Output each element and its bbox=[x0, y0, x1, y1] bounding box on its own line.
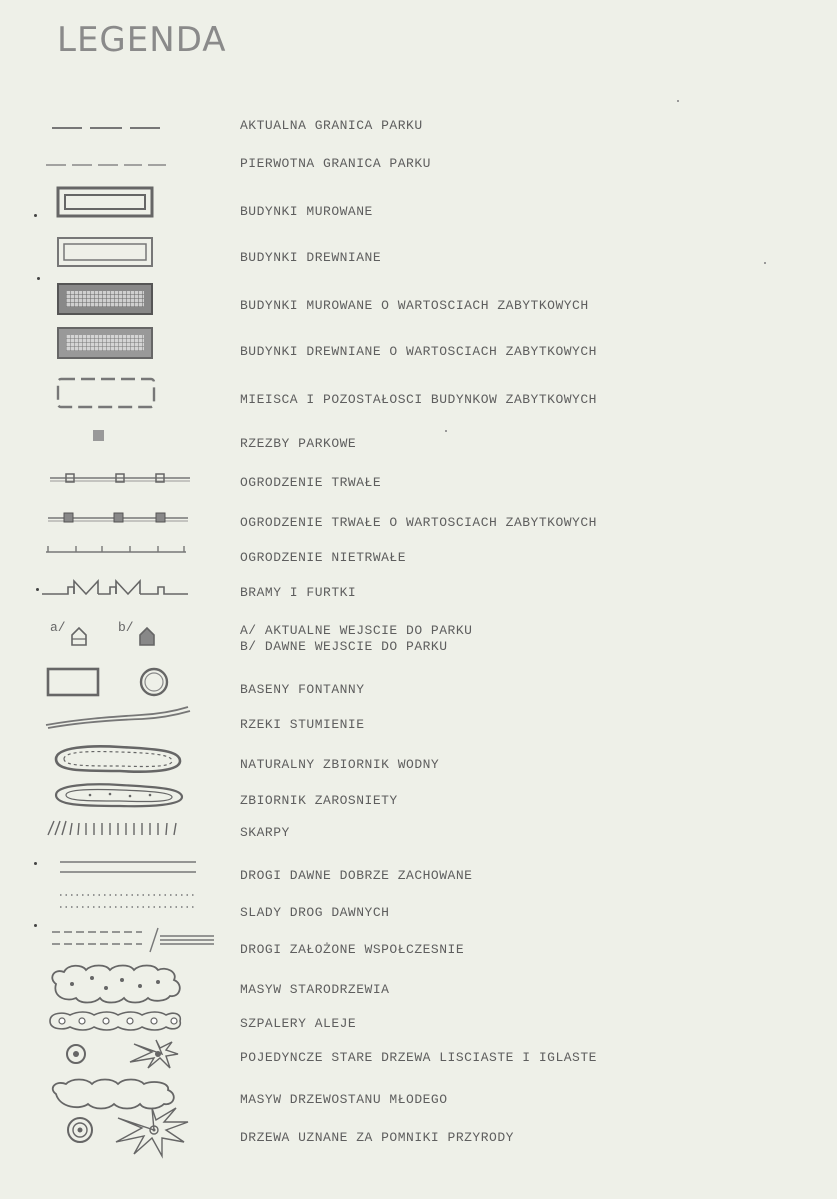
scan-mark bbox=[36, 588, 39, 591]
legend-label: SKARPY bbox=[240, 825, 290, 840]
entrance-mark-a: a/ bbox=[50, 620, 66, 635]
legend-label: ZBIORNIK ZAROSNIETY bbox=[240, 793, 398, 808]
modern-road-icon bbox=[30, 928, 230, 959]
fence-posts-icon bbox=[30, 471, 230, 490]
legend-label-line: B/ DAWNE WEJSCIE DO PARKU bbox=[240, 639, 448, 654]
legend-label: POJEDYNCZE STARE DRZEWA LISCIASTE I IGLASTE bbox=[240, 1050, 597, 1065]
entrance-icon bbox=[30, 619, 230, 654]
rectangle-icon bbox=[30, 236, 230, 275]
pool-fountain-icon bbox=[30, 666, 230, 705]
scan-mark bbox=[34, 924, 37, 927]
legend-label: OGRODZENIE NIETRWAŁE bbox=[240, 550, 407, 565]
legend-label: RZEZBY PARKOWE bbox=[240, 436, 357, 451]
entrance-mark-b: b/ bbox=[118, 620, 134, 635]
fine-dash-line-icon bbox=[30, 156, 230, 174]
legend-label: BASENY FONTANNY bbox=[240, 682, 365, 697]
legend-label: BUDYNKI MUROWANE bbox=[240, 204, 373, 219]
scan-mark bbox=[677, 100, 679, 102]
legend-label: DROGI ZAŁOŻONE WSPOŁCZESNIE bbox=[240, 942, 465, 957]
slope-hatch-icon bbox=[30, 819, 230, 844]
legend-label: DROGI DAWNE DOBRZE ZACHOWANE bbox=[240, 868, 473, 883]
solid-dash-line-icon bbox=[30, 120, 230, 138]
scan-mark bbox=[37, 277, 40, 280]
legend-label: OGRODZENIE TRWAŁE bbox=[240, 475, 382, 490]
tree-row-icon bbox=[30, 1008, 230, 1039]
legend-label: MASYW DRZEWOSTANU MŁODEGO bbox=[240, 1092, 448, 1107]
gate-icon bbox=[30, 573, 230, 606]
legend-label: BUDYNKI DREWNIANE O WARTOSCIACH ZABYTKOWYCH bbox=[240, 344, 597, 359]
legend-label bbox=[240, 623, 472, 655]
legend-label-line: A/ AKTUALNE WEJSCIE DO PARKU bbox=[240, 623, 473, 638]
hatched-rectangle-icon bbox=[30, 326, 230, 367]
natural-monument-icon bbox=[30, 1108, 230, 1163]
scan-mark bbox=[34, 862, 37, 865]
small-square-icon bbox=[30, 430, 230, 449]
legend-label: BUDYNKI DREWNIANE bbox=[240, 250, 382, 265]
single-trees-icon bbox=[30, 1040, 230, 1075]
legend-label: SLADY DROG DAWNYCH bbox=[240, 905, 390, 920]
legend-label: OGRODZENIE TRWAŁE O WARTOSCIACH ZABYTKOWYCH bbox=[240, 515, 597, 530]
legend-title: LEGENDA bbox=[57, 20, 227, 60]
fence-filled-posts-icon bbox=[30, 511, 230, 530]
overgrown-pond-icon bbox=[30, 777, 230, 816]
legend-label: RZEKI STUMIENIE bbox=[240, 717, 365, 732]
dotted-road-icon bbox=[30, 891, 230, 916]
double-line-road-icon bbox=[30, 860, 230, 881]
hatched-rectangle-icon bbox=[30, 282, 230, 323]
river-icon bbox=[30, 703, 230, 738]
legend-label: BRAMY I FURTKI bbox=[240, 585, 357, 600]
legend-label: SZPALERY ALEJE bbox=[240, 1016, 357, 1031]
tick-line-icon bbox=[30, 542, 230, 561]
pond-icon bbox=[30, 741, 230, 782]
legend-label: PIERWOTNA GRANICA PARKU bbox=[240, 156, 431, 171]
legend-label: MIEISCA I POZOSTAŁOSCI BUDYNKOW ZABYTKOWYCH bbox=[240, 392, 597, 407]
dashed-rectangle-icon bbox=[30, 376, 230, 417]
double-rectangle-icon bbox=[30, 186, 230, 225]
legend-label: NATURALNY ZBIORNIK WODNY bbox=[240, 757, 440, 772]
scan-mark bbox=[445, 430, 447, 432]
legend-label: DRZEWA UZNANE ZA POMNIKI PRZYRODY bbox=[240, 1130, 514, 1145]
legend-label: MASYW STARODRZEWIA bbox=[240, 982, 390, 997]
legend-label: AKTUALNA GRANICA PARKU bbox=[240, 118, 423, 133]
scan-mark bbox=[764, 262, 766, 264]
scan-mark bbox=[34, 214, 37, 217]
old-tree-mass-icon bbox=[30, 964, 230, 1009]
legend-label: BUDYNKI MUROWANE O WARTOSCIACH ZABYTKOWYCH bbox=[240, 298, 589, 313]
